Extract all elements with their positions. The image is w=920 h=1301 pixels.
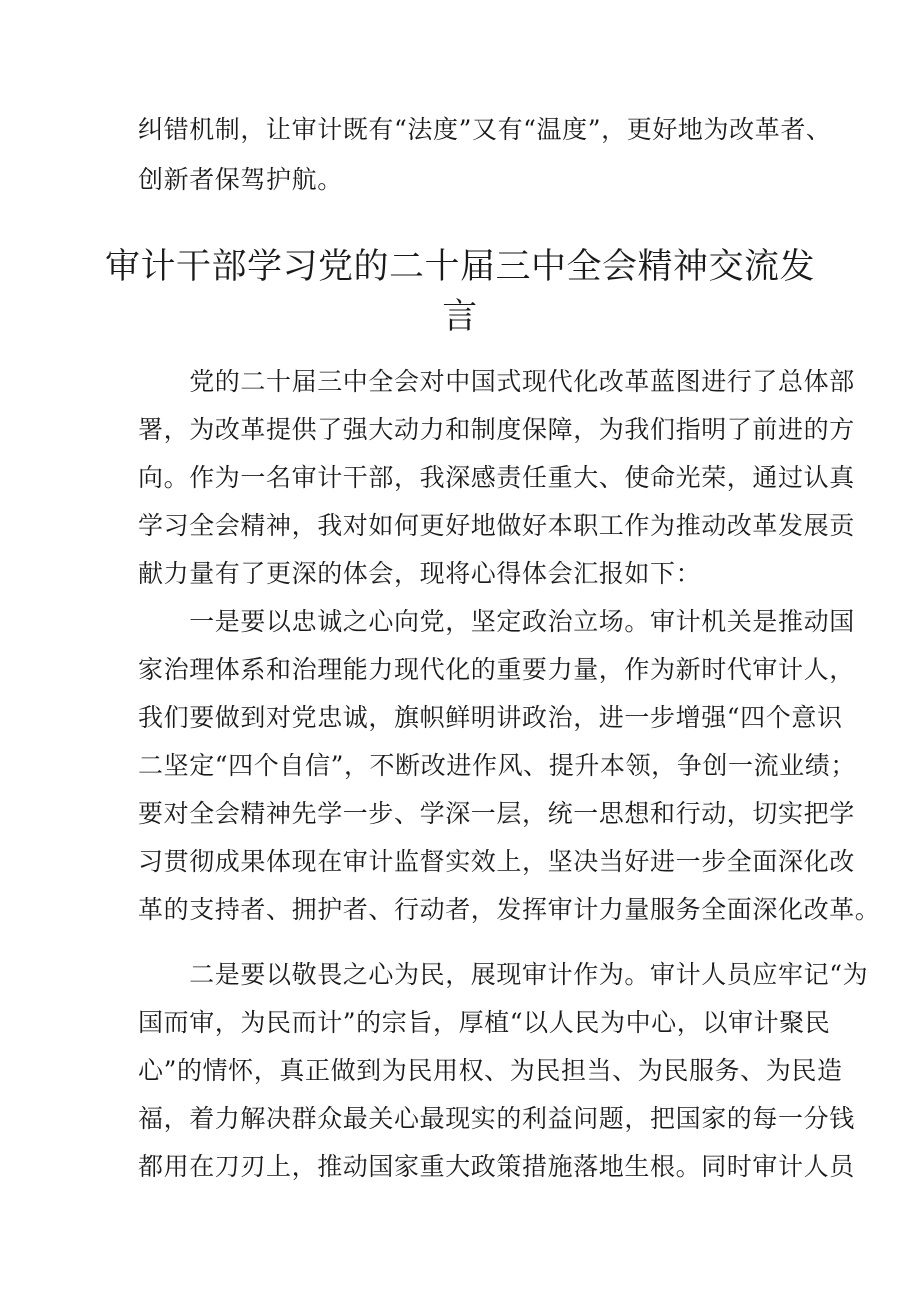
paragraph-1-line: 署，为改革提供了强大动力和制度保障，为我们指明了前进的方 xyxy=(138,415,855,444)
paragraph-3-line: 国而审，为民而计”的宗旨，厚植“以人民为中心，以审计聚民 xyxy=(138,1008,831,1037)
paragraph-3-line: 福，着力解决群众最关心最现实的利益问题，把国家的每一分钱 xyxy=(138,1104,855,1133)
paragraph-2-line: 一是要以忠诚之心向党，坚定政治立场。审计机关是推动国 xyxy=(138,607,855,636)
paragraph-2-line: 革的支持者、拥护者、行动者，发挥审计力量服务全面深化改革。 xyxy=(138,895,881,924)
document-title-line-2: 言 xyxy=(442,297,478,337)
paragraph-3-line: 二是要以敬畏之心为民，展现审计作为。审计人员应牢记“为 xyxy=(138,960,869,989)
paragraph-1-line: 党的二十届三中全会对中国式现代化改革蓝图进行了总体部 xyxy=(138,367,855,396)
intro-line-1: 纠错机制，让审计既有“法度”又有“温度”，更好地为改革者、 xyxy=(138,115,832,144)
paragraph-2-line: 我们要做到对党忠诚，旗帜鲜明讲政治，进一步增强“四个意识 xyxy=(138,703,843,732)
paragraph-2-line: 二坚定“四个自信”，不断改进作风、提升本领，争创一流业绩； xyxy=(138,751,856,780)
paragraph-2-line: 要对全会精神先学一步、学深一层，统一思想和行动，切实把学 xyxy=(138,799,855,828)
intro-line-2: 创新者保驾护航。 xyxy=(138,165,343,194)
paragraph-2-line: 习贯彻成果体现在审计监督实效上，坚决当好进一步全面深化改 xyxy=(138,847,855,876)
document-title-line-1: 审计干部学习党的二十届三中全会精神交流发 xyxy=(104,247,815,287)
paragraph-1-line: 学习全会精神，我对如何更好地做好本职工作为推动改革发展贡 xyxy=(138,511,855,540)
paragraph-1-line: 献力量有了更深的体会，现将心得体会汇报如下： xyxy=(138,559,702,588)
paragraph-3-line: 都用在刀刃上，推动国家重大政策措施落地生根。同时审计人员 xyxy=(138,1152,855,1181)
paragraph-2-line: 家治理体系和治理能力现代化的重要力量，作为新时代审计人， xyxy=(138,655,855,684)
paragraph-1-line: 向。作为一名审计干部，我深感责任重大、使命光荣，通过认真 xyxy=(138,463,855,492)
paragraph-3-line: 心”的情怀，真正做到为民用权、为民担当、为民服务、为民造 xyxy=(138,1056,843,1085)
